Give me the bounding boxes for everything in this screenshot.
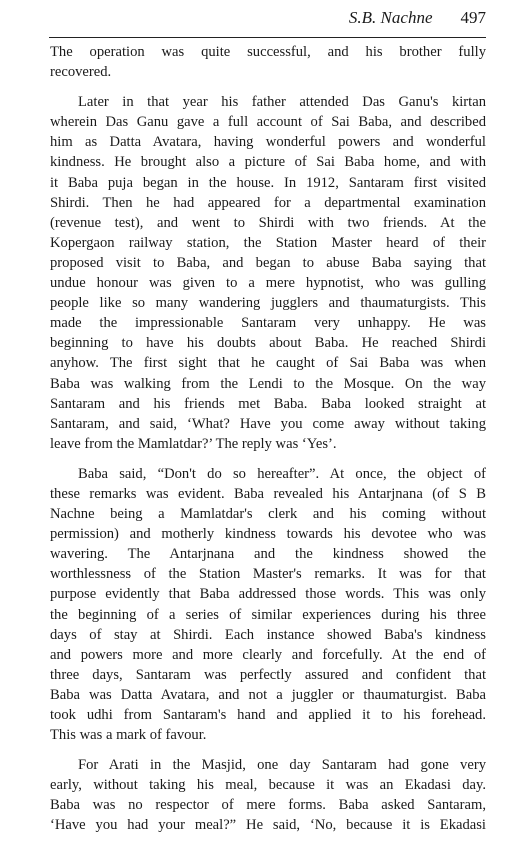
body-text	[50, 42, 486, 846]
page-number: 497	[460, 8, 486, 27]
text-line: Nachne being a Mamlatdar's clerk and his coming without	[50, 506, 486, 523]
text-line: Baba said, “Don't do so hereafter”. At once, the object of	[78, 465, 486, 482]
text-line: The operation was quite successful, and his brother fully	[50, 44, 486, 60]
text-line: Later in that year his father attended Das Ganu's kirtan	[78, 94, 486, 111]
text-line: days of stay at Shirdi. Each instance showed Baba's kindness	[50, 626, 486, 643]
text-line: made the impressionable Santaram very unhappy. He was	[50, 315, 486, 332]
text-line: these remarks was evident. Baba revealed his Antarjnana (of S B	[50, 485, 486, 502]
text-line: Baba was no respector of mere forms. Baba asked Santaram,	[50, 797, 486, 814]
paragraph	[50, 42, 486, 82]
text-line: took udhi from Santaram's hand and applied it to his forehead.	[50, 707, 486, 723]
text-line: three days, Santaram was perfectly assured and confident that	[50, 666, 486, 683]
text-line: early, without taking his meal, because it was an Ekadasi day.	[50, 777, 486, 794]
text-line: Baba was Datta Avatara, and not a juggler or thaumaturgist. Baba	[50, 686, 486, 703]
text-line: wavering. The Antarjnana and the kindness showed the	[50, 546, 486, 563]
running-head	[349, 8, 486, 28]
paragraph	[50, 755, 486, 835]
text-line: proposed visit to Baba, and began to abuse Baba saying that	[50, 254, 486, 271]
text-line: and powers more and more clearly and forcefully. At the end of	[50, 646, 486, 663]
text-line: (revenue test), and went to Shirdi with two friends. At the	[50, 214, 486, 231]
text-line: purpose evidently that Baba addressed those words. This was only	[50, 586, 486, 603]
text-line: Kopergaon railway station, the Station Master heard of their	[50, 234, 486, 251]
text-line: recovered.	[50, 64, 112, 81]
text-line: undue honour was given to a mere hypnotist, who was gulling	[50, 275, 486, 292]
running-head-author: S.B. Nachne	[348, 8, 433, 27]
text-line: For Arati in the Masjid, one day Santaram had gone very	[78, 757, 486, 774]
text-line: worthlessness of the Station Master's remarks. It was for that	[50, 566, 486, 583]
text-line: beginning to have his doubts about Baba. He reached Shirdi	[50, 335, 486, 352]
text-line: anyhow. The first sight that he caught of Sai Baba was when	[50, 355, 486, 372]
text-line: This was a mark of favour.	[50, 727, 207, 744]
text-line: Baba was walking from the Lendi to the Mosque. On the way	[50, 375, 486, 392]
text-line: Shirdi. Then he had appeared for a departmental examination	[50, 194, 486, 211]
text-line: wherein Das Ganu gave a full account of Sai Baba, and described	[50, 114, 486, 131]
text-line: Santaram and his friends met Baba. Baba looked straight at	[50, 395, 486, 412]
header-rule	[49, 37, 486, 38]
text-line: it Baba puja began in the house. In 1912, Santaram first visited	[50, 174, 486, 191]
text-line: leave from the Mamlatdar?’ The reply was ‘Yes’.	[50, 435, 337, 452]
paragraph	[50, 92, 486, 454]
paragraph	[50, 464, 486, 745]
text-line: the beginning of a series of similar experiences during his three	[50, 606, 486, 623]
text-line: kindness. He brought also a picture of Sai Baba home, and with	[50, 154, 486, 171]
text-line: ‘Have you had your meal?” He said, ‘No, because it is Ekadasi	[50, 817, 486, 834]
text-line: permission) and motherly kindness towards his devotee who was	[50, 526, 486, 543]
text-line: people like so many wandering jugglers and thaumaturgists. This	[50, 295, 486, 312]
text-line: Santaram, and said, ‘What? Have you come away without taking	[50, 415, 486, 432]
text-line: him as Datta Avatara, having wonderful powers and wonderful	[50, 134, 486, 151]
